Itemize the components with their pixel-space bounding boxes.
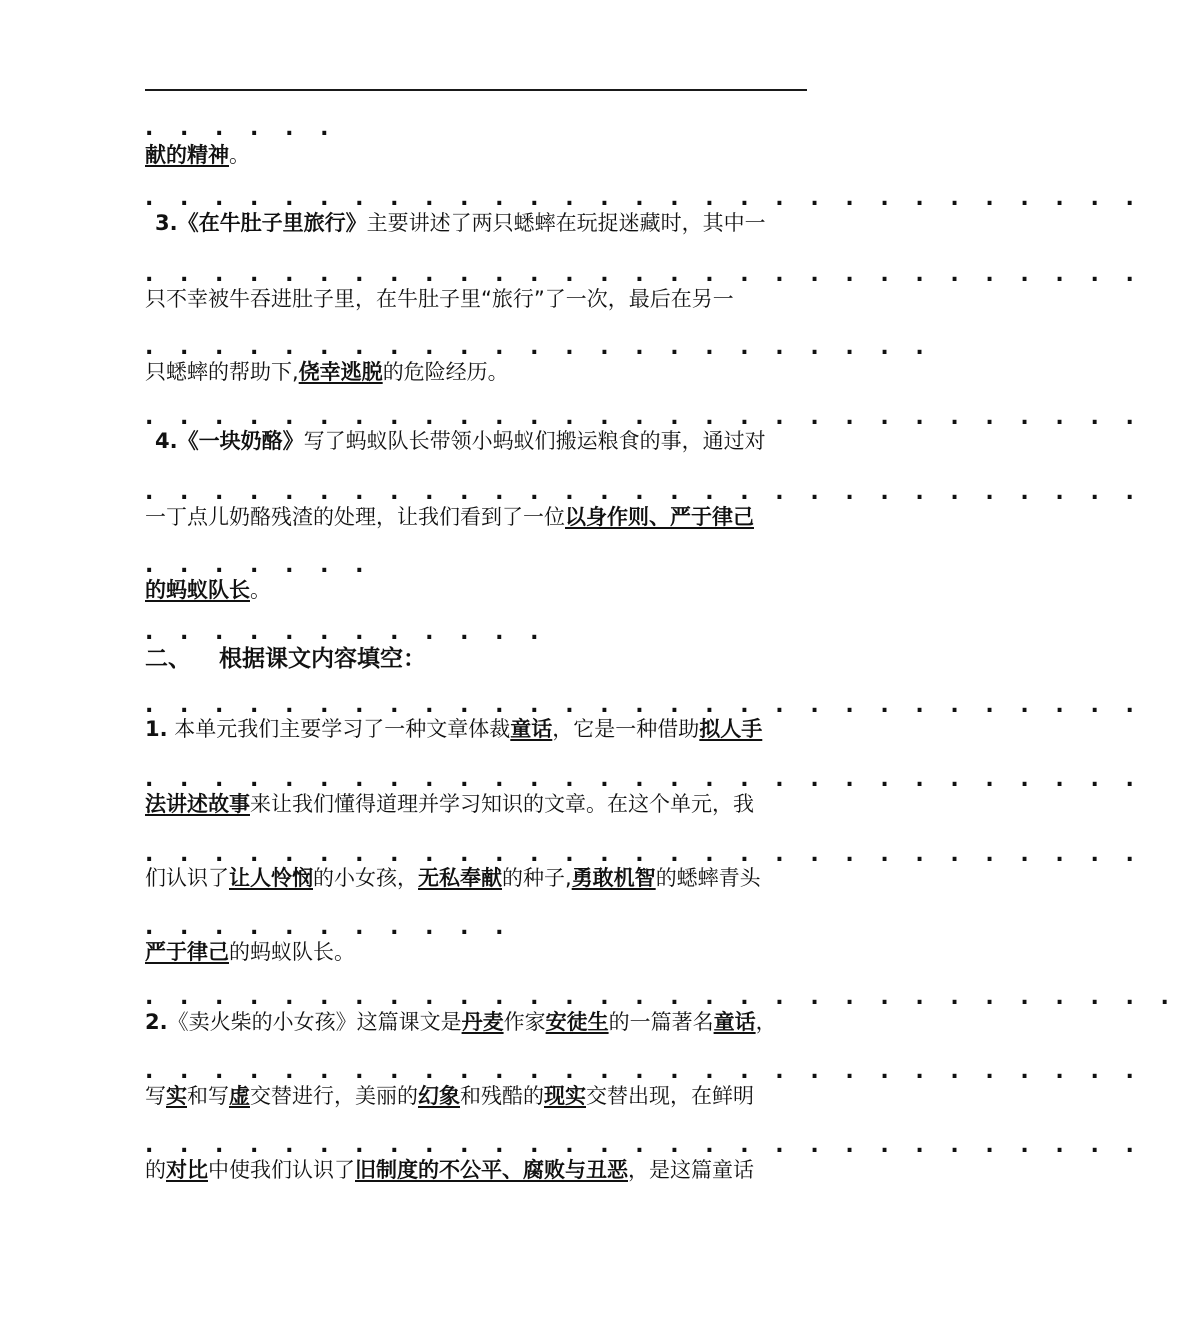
emphasis-dots: . . . . . . . . . . . . . . . . . . . . . . . . . . . . . <box>145 767 1144 792</box>
underlined-answer: 对比 <box>166 1158 208 1182</box>
text-line: 严于律己的蚂蚁队长。 <box>145 940 355 964</box>
underlined-answer: 法讲述故事 <box>145 792 250 816</box>
text-line: 1. 本单元我们主要学习了一种文章体裁童话，它是一种借助拟人手 <box>145 717 763 741</box>
underlined-answer: 以身作则、严于律己 <box>565 505 754 529</box>
text-line: 献的精神。 <box>145 143 250 167</box>
header-rule <box>145 89 807 91</box>
underlined-answer: 实 <box>166 1084 187 1108</box>
section-heading: 二、 根据课文内容填空： <box>145 646 426 672</box>
emphasis-dots: . . . . . . . . . . . . . . . . . . . . . . . . . . . . . <box>145 693 1144 718</box>
underlined-answer: 童话 <box>713 1010 756 1034</box>
underlined-answer: 丹麦 <box>461 1010 504 1034</box>
underlined-answer: 安徒生 <box>545 1010 609 1034</box>
emphasis-dots: . . . . . . <box>145 116 338 141</box>
text-line: 一丁点儿奶酪残渣的处理，让我们看到了一位以身作则、严于律己 <box>145 505 754 529</box>
underlined-answer: 拟人手 <box>699 717 763 741</box>
emphasis-dots: . . . . . . . . . . . . . . . . . . . . . . . . . . . . . <box>145 262 1144 287</box>
text-line: 写实和写虚交替进行，美丽的幻象和残酷的现实交替出现，在鲜明 <box>145 1084 754 1108</box>
text-line: 只蟋蟀的帮助下,侥幸逃脱的危险经历。 <box>145 360 509 384</box>
emphasis-dots: . . . . . . . . . . . . . . . . . . . . . . . . . . . . . <box>145 186 1144 211</box>
text-line: 3.《在牛肚子里旅行》主要讲述了两只蟋蟀在玩捉迷藏时，其中一 <box>155 211 766 235</box>
underlined-answer: 无私奉献 <box>418 866 502 890</box>
emphasis-dots: . . . . . . . . . . . . . . . . . . . . . . . . . . . . . <box>145 1133 1144 1158</box>
emphasis-dots: . . . . . . . . . . . . . . . . . . . . . . . . . . . . . <box>145 1059 1144 1084</box>
text-line: 的蚂蚁队长。 <box>145 578 271 602</box>
text-line: 的对比中使我们认识了旧制度的不公平、腐败与丑恶，是这篇童话 <box>145 1158 754 1182</box>
underlined-answer: 侥幸逃脱 <box>298 360 383 384</box>
underlined-answer: 的蚂蚁队长 <box>145 578 250 602</box>
emphasis-dots: . . . . . . . . . . . . <box>145 620 549 645</box>
text-line: 们认识了让人怜悯的小女孩，无私奉献的种子,勇敢机智的蟋蟀青头 <box>145 866 761 890</box>
text-line: 2.《卖火柴的小女孩》这篇课文是丹麦作家安徒生的一篇著名童话， <box>145 1010 777 1034</box>
lesson-title: 《在牛肚子里旅行》 <box>177 211 367 235</box>
text-line: 只不幸被牛吞进肚子里，在牛肚子里“旅行”了一次，最后在另一 <box>145 287 734 311</box>
underlined-answer: 献的精神 <box>145 143 229 167</box>
text-line: 法讲述故事来让我们懂得道理并学习知识的文章。在这个单元，我 <box>145 792 754 816</box>
underlined-answer: 让人怜悯 <box>229 866 313 890</box>
emphasis-dots: . . . . . . . . . . . . . . . . . . . . . . . . . . . . . . <box>145 985 1178 1010</box>
lesson-title: 《一块奶酪》 <box>177 429 304 453</box>
emphasis-dots: . . . . . . . <box>145 553 373 578</box>
underlined-answer: 幻象 <box>418 1084 460 1108</box>
underlined-answer: 虚 <box>229 1084 250 1108</box>
text-line: 4.《一块奶酪》写了蚂蚁队长带领小蚂蚁们搬运粮食的事，通过对 <box>155 429 766 453</box>
emphasis-dots: . . . . . . . . . . . <box>145 915 514 940</box>
underlined-answer: 童话 <box>510 717 553 741</box>
underlined-answer: 旧制度的不公平、腐败与丑恶 <box>355 1158 628 1182</box>
emphasis-dots: . . . . . . . . . . . . . . . . . . . . . . . . . . . . . <box>145 842 1144 867</box>
underlined-answer: 严于律己 <box>145 940 229 964</box>
underlined-answer: 勇敢机智 <box>571 866 656 890</box>
emphasis-dots: . . . . . . . . . . . . . . . . . . . . . . . <box>145 335 934 360</box>
emphasis-dots: . . . . . . . . . . . . . . . . . . . . . . . . . . . . . <box>145 480 1144 505</box>
underlined-answer: 现实 <box>544 1084 586 1108</box>
emphasis-dots: . . . . . . . . . . . . . . . . . . . . . . . . . . . . . <box>145 405 1144 430</box>
